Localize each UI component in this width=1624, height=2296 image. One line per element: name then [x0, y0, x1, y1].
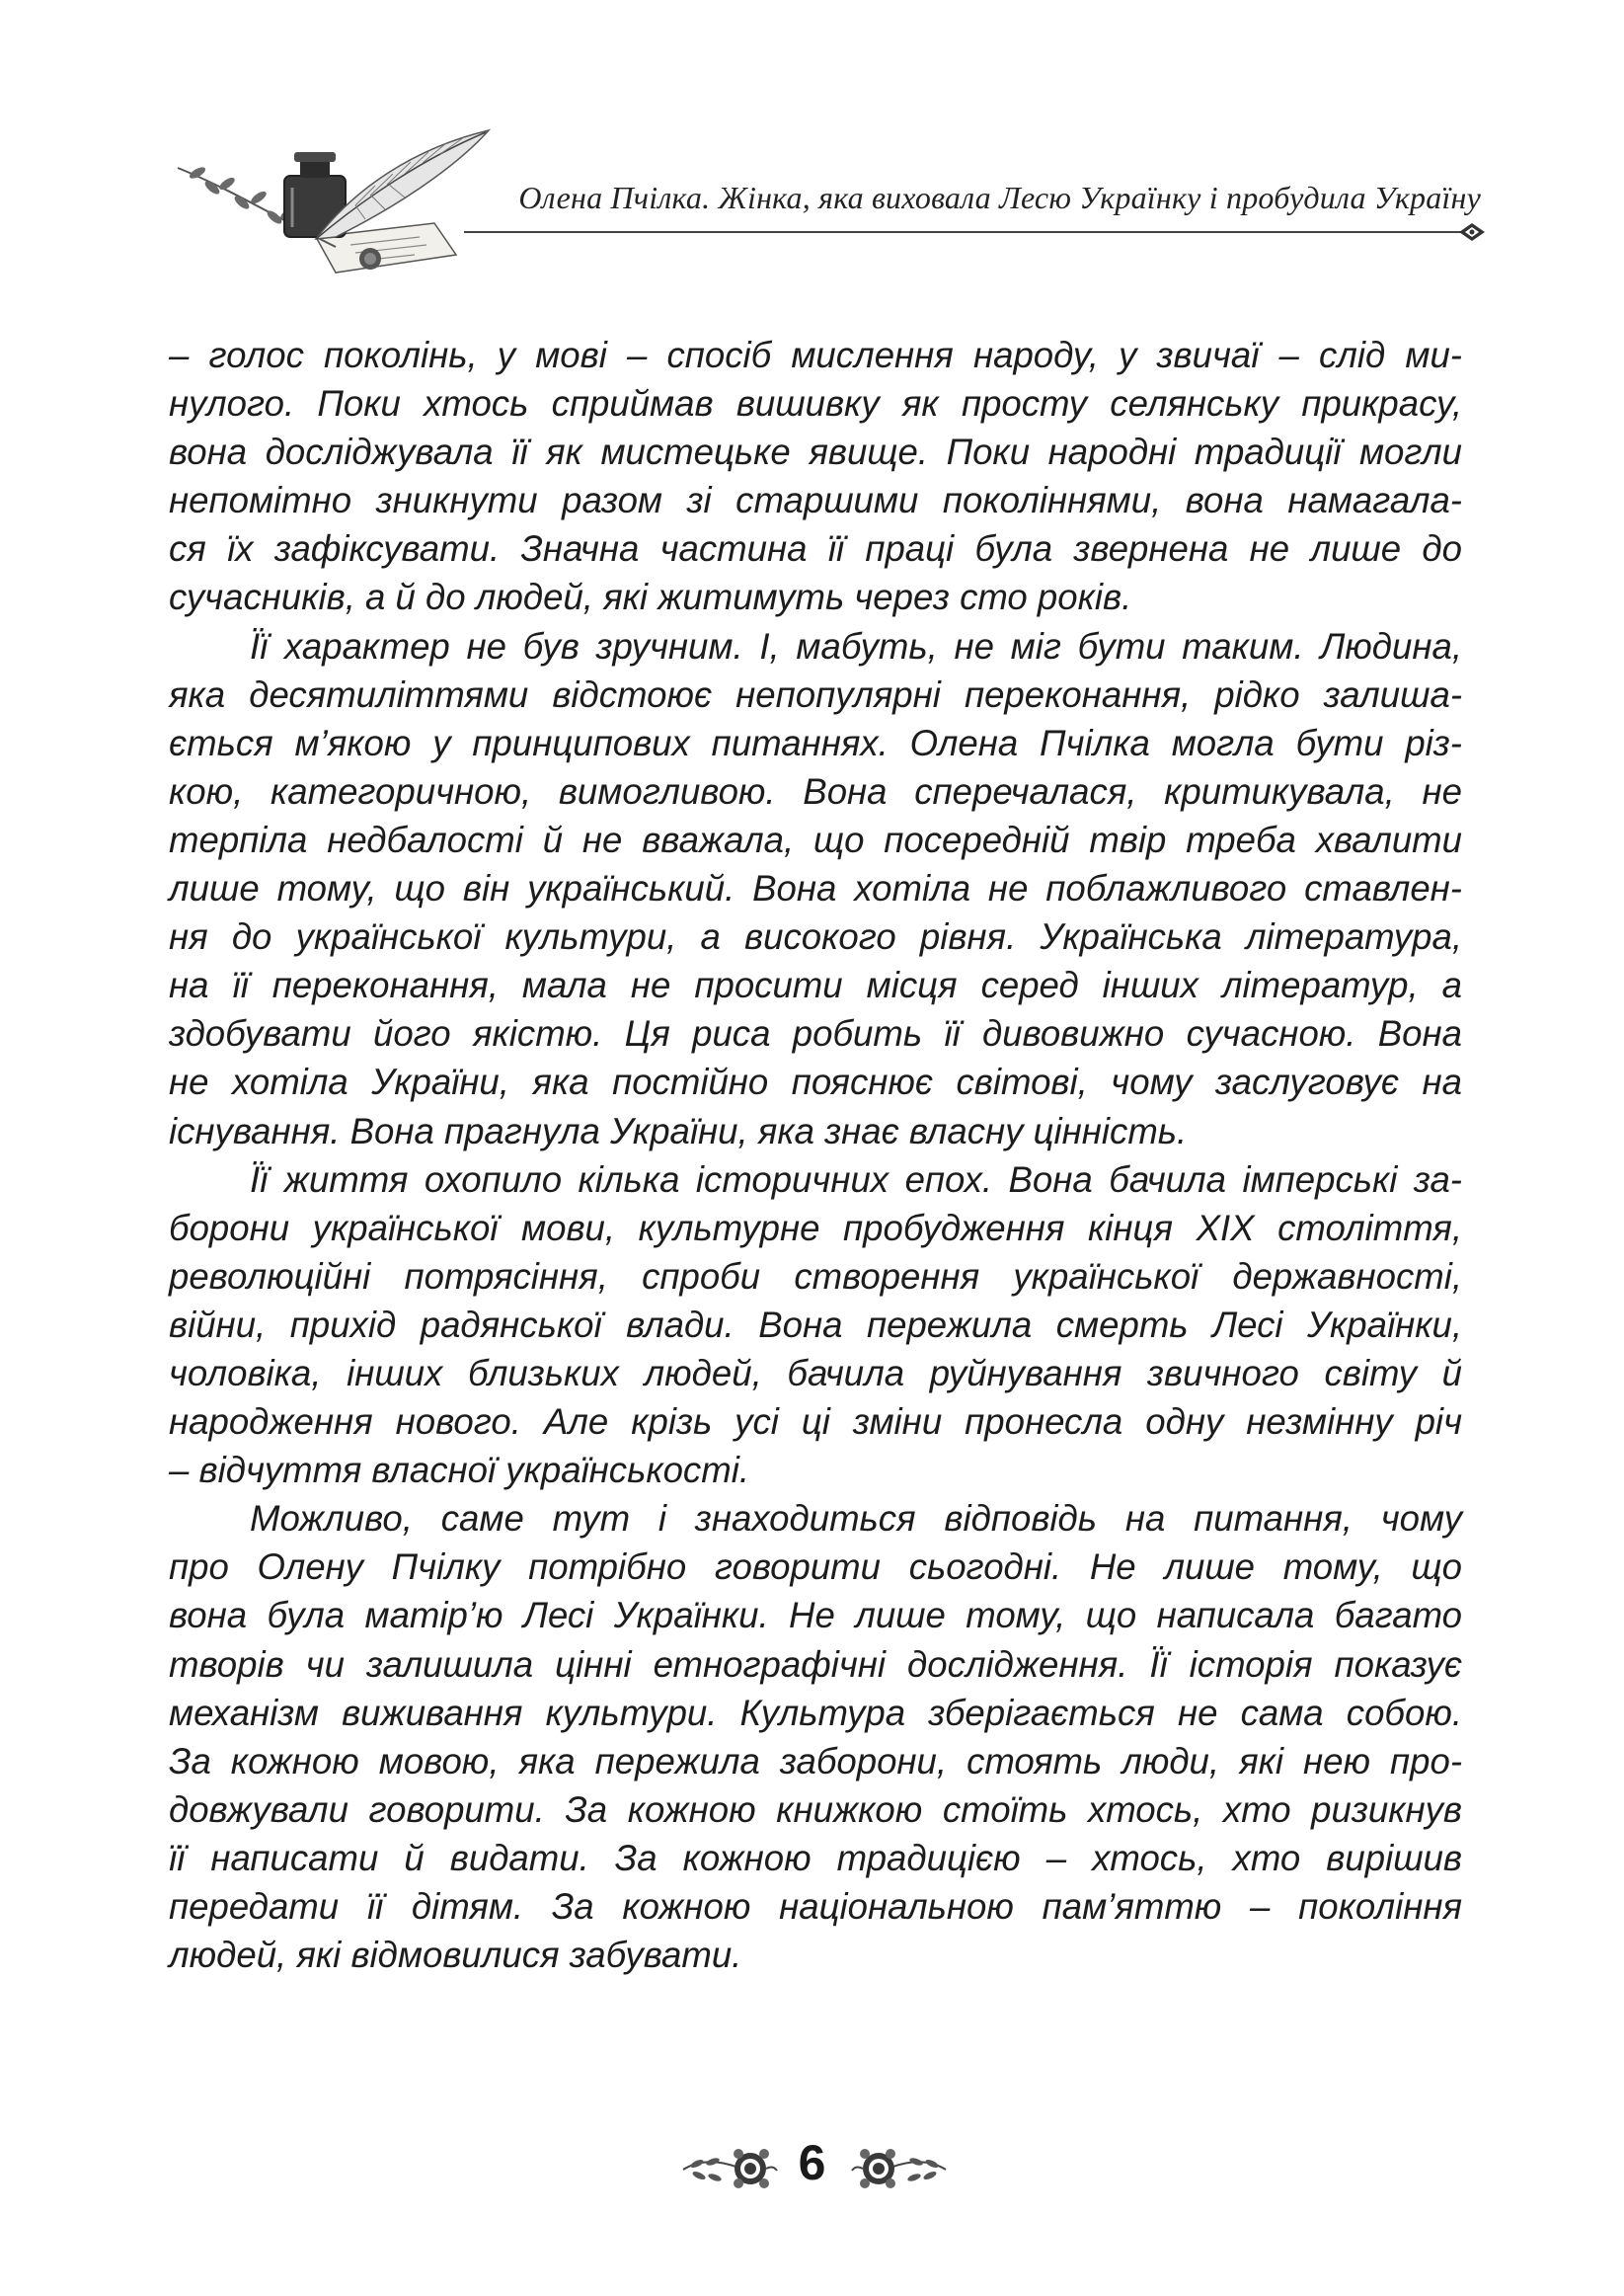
text-line: Її характер не був зручним. І, мабуть, не міг бути таким. Людина, [250, 625, 1462, 667]
text-line: нулого. Поки хтось сприймав вишивку як просту селянську прикрасу, [169, 383, 1462, 425]
page-header [168, 128, 1481, 286]
text-line: За кожною мовою, яка пережила заборони, стоять люди, які нею про- [169, 1740, 1462, 1781]
text-line: сучасників, а й до людей, які житимуть через сто років. [169, 577, 1132, 618]
text-line: Її життя охопило кілька історичних епох. Вона бачила імперські за- [250, 1158, 1462, 1200]
text-line: кою, категоричною, вимогливою. Вона сперечалася, критикувала, не [169, 770, 1462, 812]
text-line: про Олену Пчілку потрібно говорити сьогодні. Не лише тому, що [169, 1546, 1462, 1588]
text-line: вона була матір’ю Лесі Українки. Не лише тому, що написала багато [169, 1595, 1462, 1636]
header-rule [464, 231, 1467, 233]
text-line: ся їх зафіксувати. Значна частина її праці була звернена не лише до [169, 528, 1462, 570]
text-line: творів чи залишила цінні етнографічні дослідження. Її історія показує [169, 1643, 1462, 1685]
inkwell-quill-icon [168, 128, 494, 286]
text-line: борони української мови, культурне пробудження кінця XIX століття, [169, 1207, 1462, 1248]
text-line: механізм виживання культури. Культура зберігається не сама собою. [169, 1692, 1462, 1733]
text-line: її написати й видати. За кожною традицією – хтось, хто вирішив [169, 1837, 1462, 1878]
text-line: передати її дітям. За кожною національною пам’яттю – покоління [169, 1886, 1462, 1927]
text-line: людей, які відмовилися забувати. [169, 1935, 742, 1976]
text-line: терпіла недбалості й не вважала, що посередній твір треба хвалити [169, 819, 1462, 860]
body-text [169, 331, 1462, 1979]
text-line: Можливо, саме тут і знаходиться відповідь на питання, чому [250, 1498, 1462, 1540]
text-line: довжували говорити. За кожною книжкою стоїть хтось, хто ризикнув [169, 1788, 1462, 1830]
floral-ornament-icon [851, 2138, 950, 2197]
page-number: 6 [798, 2135, 826, 2190]
text-line: непомітно зникнути разом зі старшими поколіннями, вона намагала- [169, 480, 1462, 521]
text-line: не хотіла України, яка постійно пояснює світові, чому заслуговує на [169, 1062, 1462, 1103]
text-line: на її переконання, мала не просити місця серед інших літератур, а [169, 965, 1462, 1006]
text-line: революційні потрясіння, спроби створення української державності, [169, 1255, 1462, 1297]
text-line: вона досліджувала її як мистецьке явище. Поки народні традиції могли [169, 432, 1462, 473]
text-line: – голос поколінь, у мові – спосіб мислення народу, у звичаї – слід ми- [169, 335, 1462, 375]
diamond-ornament-icon [1457, 219, 1487, 245]
text-line: здобувати його якістю. Ця риса робить її дивовижно сучасною. Вона [169, 1013, 1462, 1055]
text-line: – відчуття власної українськості. [169, 1450, 749, 1491]
text-line: існування. Вона прагнула України, яка знає власну цінність. [169, 1110, 1188, 1151]
text-line: яка десятиліттями відстоює непопулярні переконання, рідко залиша- [169, 673, 1462, 715]
running-head: Олена Пчілка. Жінка, яка виховала Лесю Українку і пробудила Україну [518, 180, 1481, 215]
text-line: лише тому, що він український. Вона хотіла не поблажливого ставлен- [169, 868, 1462, 910]
text-line: ється м’якою у принципових питаннях. Олена Пчілка могла бути різ- [169, 722, 1462, 763]
text-line: чоловіка, інших близьких людей, бачила руйнування звичного світу й [169, 1352, 1462, 1393]
text-line: війни, прихід радянської влади. Вона пережила смерть Лесі Українки, [169, 1304, 1462, 1345]
text-line: народження нового. Але крізь усі ці зміни пронесла одну незмінну річ [169, 1401, 1462, 1443]
text-line: ня до української культури, а високого рівня. Українська література, [169, 916, 1462, 958]
page-footer [0, 2128, 1624, 2217]
